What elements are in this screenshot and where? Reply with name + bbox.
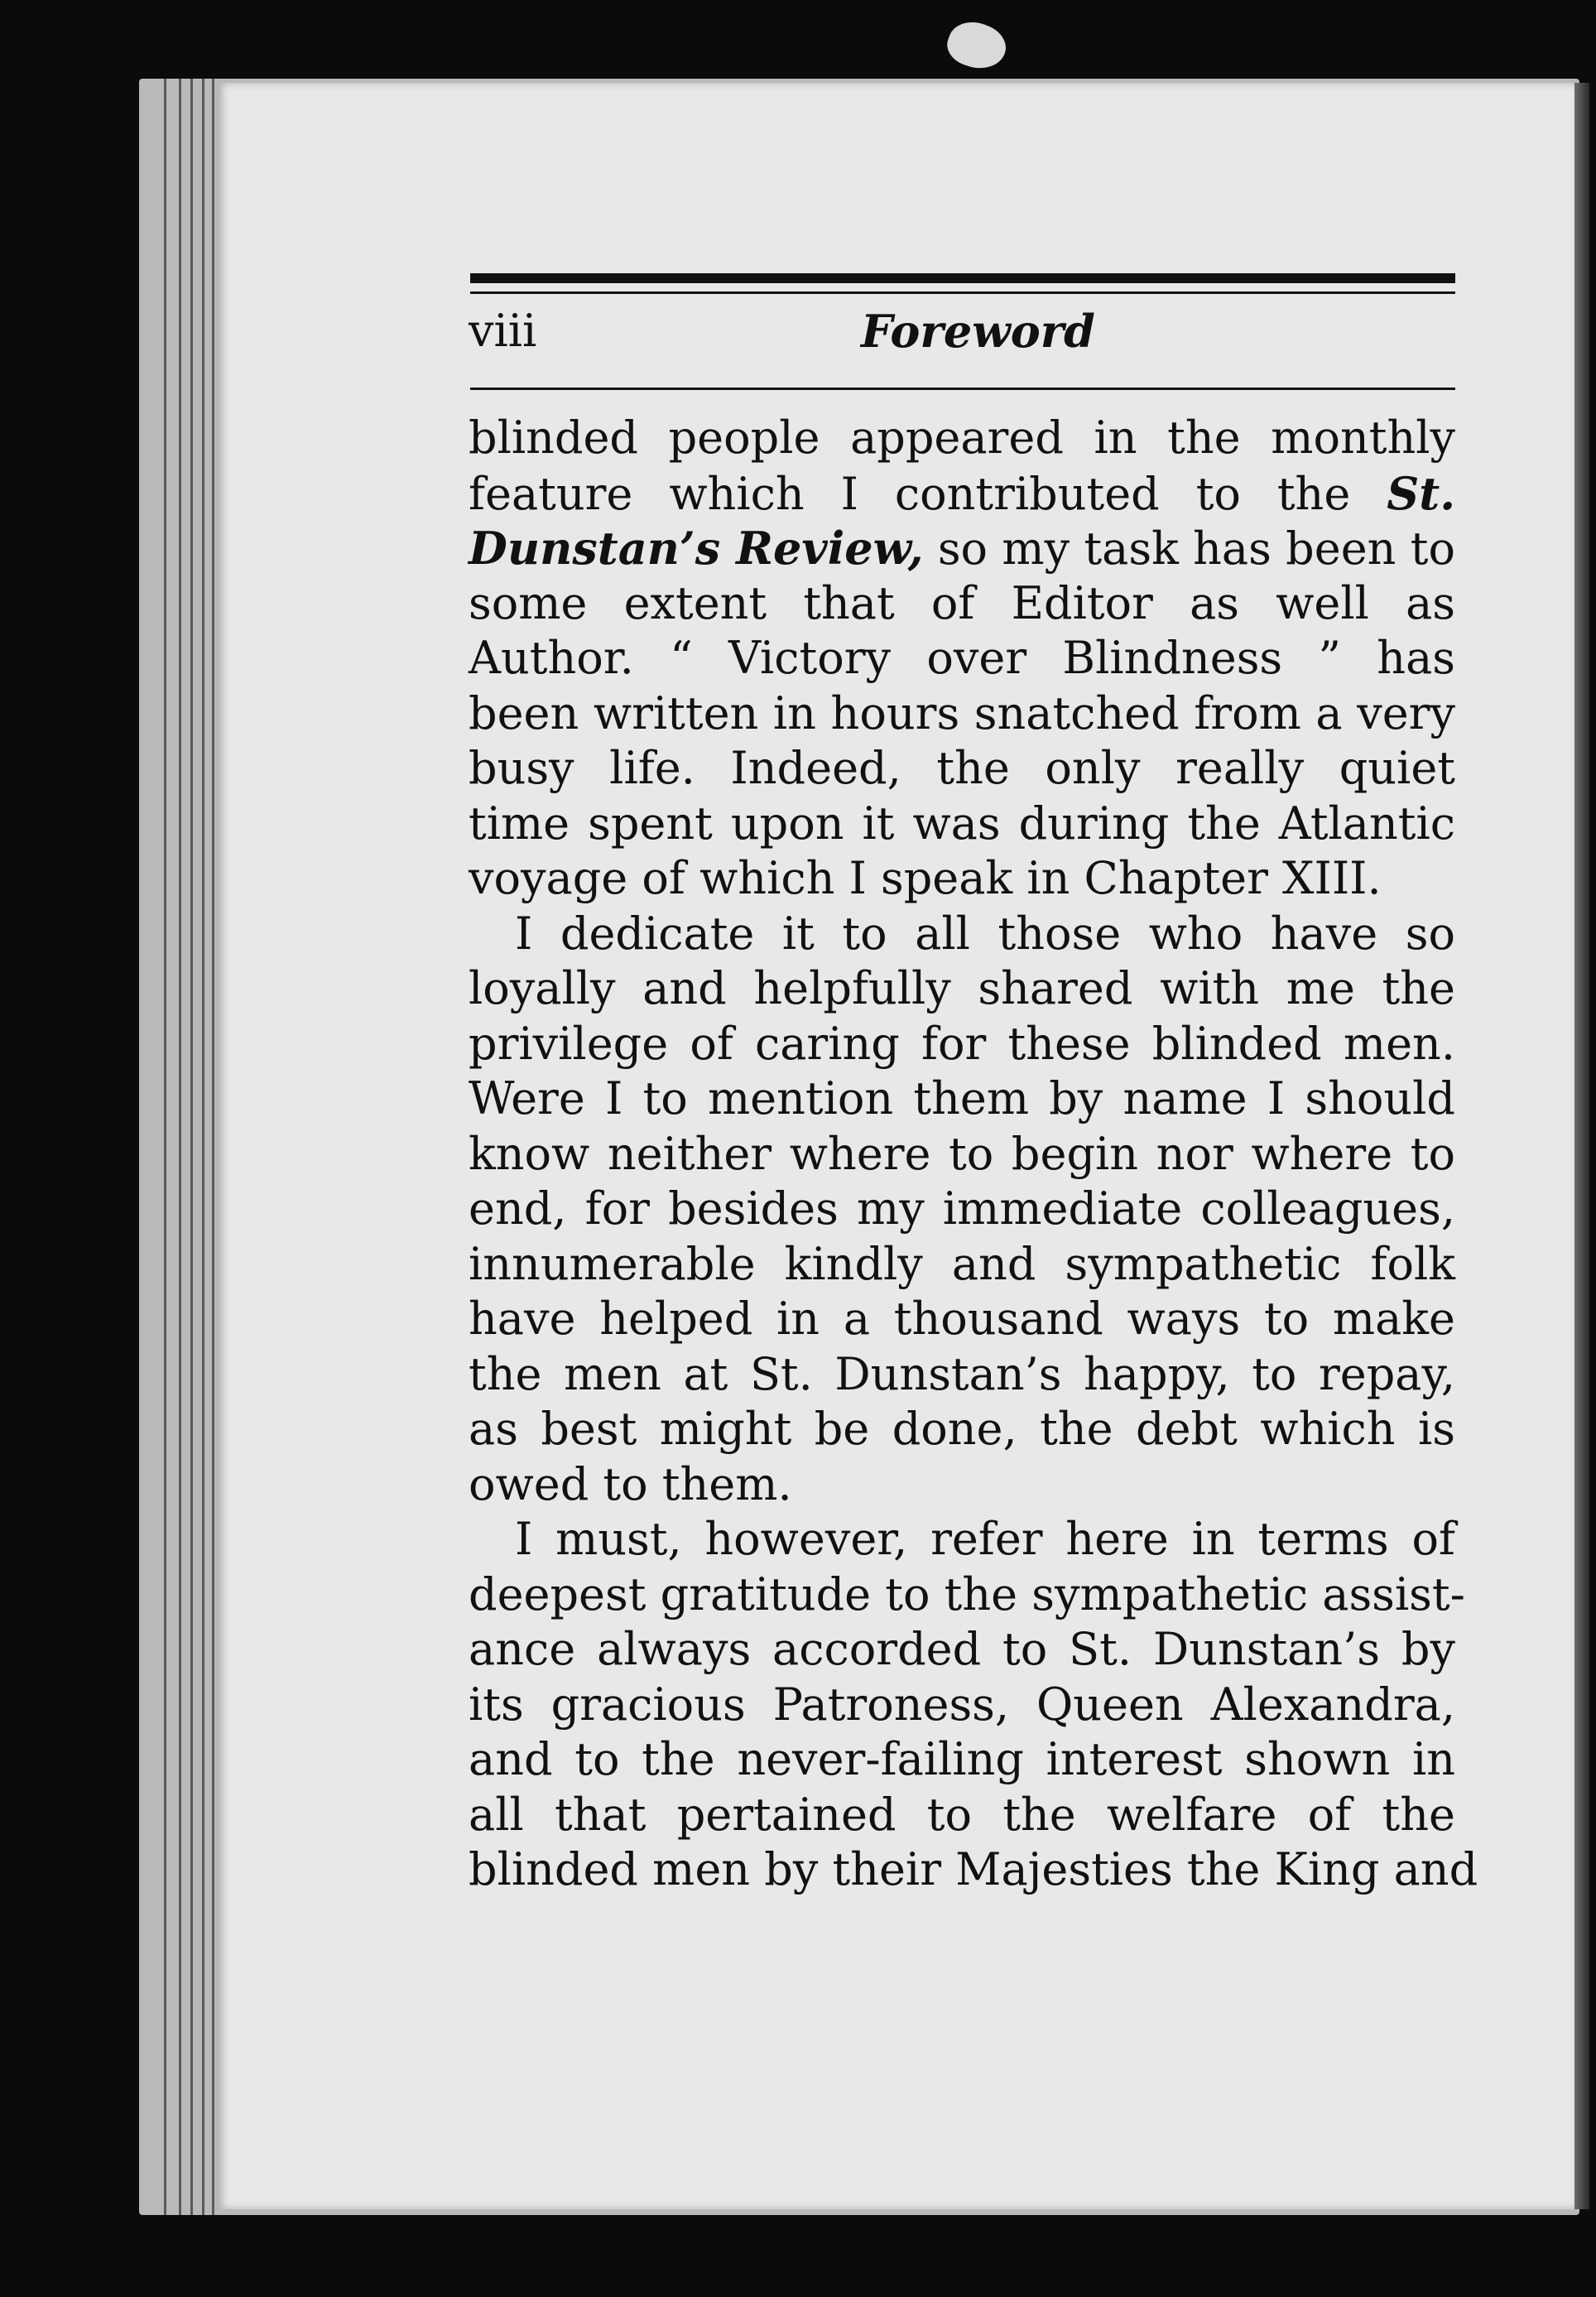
running-head: Foreword (861, 305, 1095, 358)
header-thin-rule (470, 291, 1455, 294)
header-bottom-rule (470, 388, 1455, 390)
text-line: voyage of which I speak in Chapter XIII. (469, 852, 1382, 904)
text-line: its gracious Patroness, Queen Alexandra, (469, 1678, 1455, 1731)
text-line: Were I to mention them by name I should (469, 1072, 1455, 1124)
header-thick-rule (470, 273, 1455, 283)
text-line: blinded people appeared in the monthly (469, 412, 1455, 464)
page-edge-line (179, 79, 181, 2215)
page-edge-line (164, 79, 166, 2215)
page-edge-line (202, 79, 204, 2215)
page-edge-line (212, 79, 214, 2215)
page-edge-line (190, 79, 193, 2215)
body-text (469, 411, 1478, 1898)
text-line: have helped in a thousand ways to make (469, 1293, 1455, 1345)
text-line: privilege of caring for these blinded men. (469, 1017, 1455, 1070)
text-fragment: so my task has been to (923, 522, 1455, 575)
page-header (469, 305, 1455, 363)
text-line: been written in hours snatched from a very (469, 686, 1455, 739)
page-number: viii (469, 305, 537, 357)
text-line: as best might be done, the debt which is (469, 1403, 1455, 1455)
text-line: Author. “ Victory over Blindness ” has (469, 632, 1455, 684)
text-line: blinded men by their Majesties the King and (469, 1843, 1478, 1895)
text-line: and to the never-failing interest shown in (469, 1733, 1455, 1785)
text-line: I dedicate it to all those who have so (515, 907, 1455, 960)
scan-artifact (942, 15, 1012, 77)
text-line (469, 521, 1455, 576)
text-line: innumerable kindly and sympathetic folk (469, 1237, 1455, 1290)
text-line (469, 466, 1455, 522)
text-line: all that pertained to the welfare of the (469, 1788, 1455, 1841)
text-line: end, for besides my immediate colleagues, (469, 1182, 1455, 1235)
text-line: loyally and helpfully shared with me the (469, 962, 1455, 1014)
text-line: busy life. Indeed, the only really quiet (469, 742, 1455, 794)
text-line: some extent that of Editor as well as (469, 576, 1455, 629)
text-fragment: feature which I contributed to the (469, 467, 1351, 520)
text-line: deepest gratitude to the sympathetic assist- (469, 1567, 1465, 1620)
text-line: the men at St. Dunstan’s happy, to repay, (469, 1347, 1455, 1400)
italic-title-fragment: Dunstan’s Review, (469, 522, 924, 575)
italic-title-fragment: St. (1387, 466, 1455, 520)
text-line: owed to them. (469, 1457, 792, 1510)
text-line: ance always accorded to St. Dunstan’s by (469, 1623, 1455, 1675)
text-line: know neither where to begin nor where to (469, 1127, 1455, 1180)
text-line: I must, however, refer here in terms of (515, 1513, 1455, 1565)
text-line: time spent upon it was during the Atlantic (469, 797, 1455, 850)
